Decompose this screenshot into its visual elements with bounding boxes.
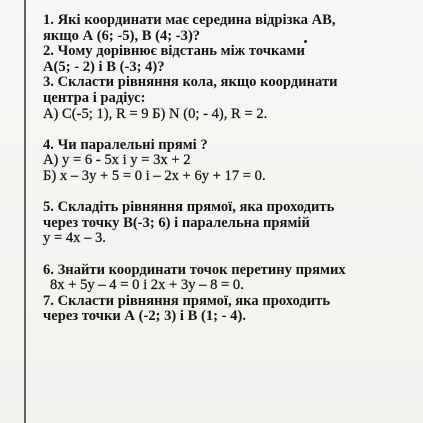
spacer — [43, 247, 418, 263]
problem-3-options: А) С(-5; 1), R = 9 Б) N (0; - 4), R = 2. — [43, 105, 268, 122]
problem-3-line-1: 3. Скласти рівняння кола, якщо координати — [43, 74, 338, 91]
problem-6-line-2: 8х + 5у – 4 = 0 і 2х + 3у – 8 = 0. — [50, 277, 244, 294]
problem-4-line-1: 4. Чи паралельні прямі ? — [43, 136, 208, 153]
problem-5-line-1: 5. Складіть рівняння прямої, яка проходить — [43, 199, 335, 216]
problem-2-line-1: 2. Чому дорівнює відстань між точками — [43, 43, 305, 60]
problem-list — [43, 13, 418, 325]
problem-1-line-2: якщо А (6; -5), В (4; -3)? — [43, 27, 201, 44]
problem-3-line-2: центра і радіус: — [43, 89, 146, 106]
problem-7-line-1: 7. Скласти рівняння прямої, яка проходить — [43, 292, 331, 309]
problem-1-line-1: 1. Які координати має середина відрізка АВ, — [43, 12, 336, 28]
problem-4-option-b: Б) х – 3у + 5 = 0 і – 2х + 6у + 17 = 0. — [43, 167, 266, 184]
problem-7-line-2: через точки А (-2; 3) і В (1; - 4). — [43, 308, 246, 325]
problem-4-option-a: А) у = 6 - 5х і у = 3х + 2 — [43, 152, 191, 169]
problem-6-line-1: 6. Знайти координати точок перетину прямих — [43, 261, 346, 278]
margin-line — [24, 0, 26, 423]
spacer — [43, 185, 418, 201]
problem-5-line-3: у = 4х – 3. — [43, 230, 106, 247]
spacer — [43, 122, 418, 138]
problem-5-line-2: через точку В(-3; 6) і паралельна прямій — [43, 214, 310, 231]
problem-2-line-2: А(5; - 2) і В (-3; 4)? — [43, 58, 165, 75]
